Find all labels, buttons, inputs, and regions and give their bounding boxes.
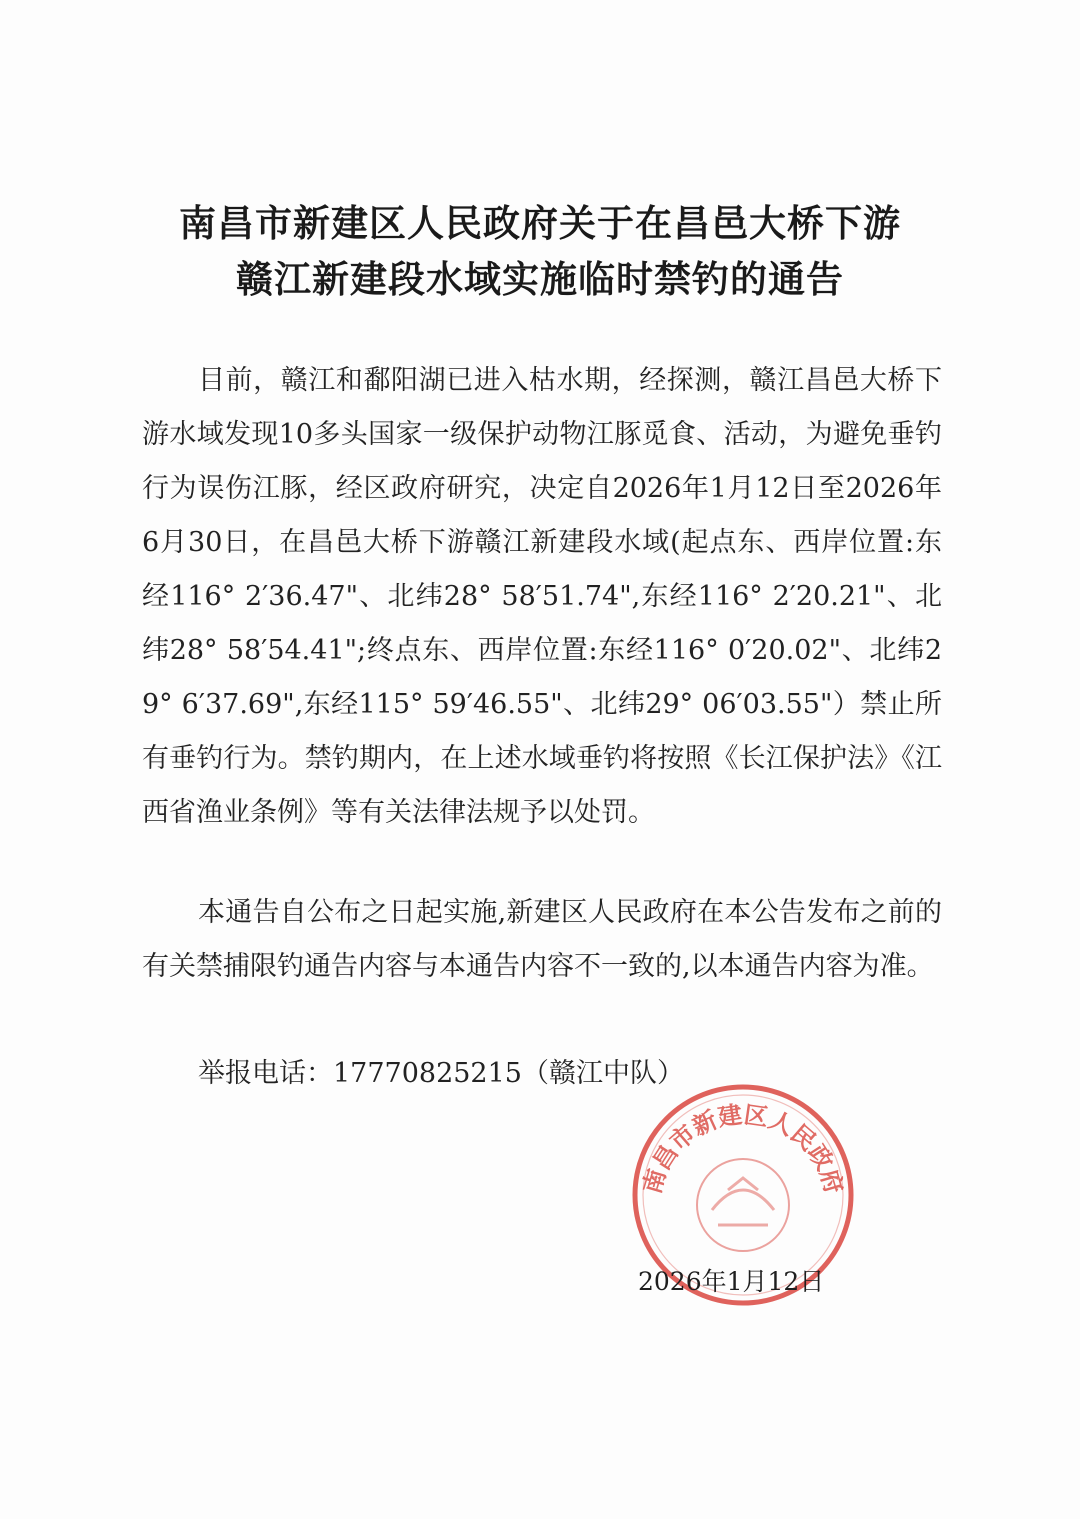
seal-text: 南昌市新建区人民政府 [636, 1099, 850, 1197]
report-hotline: 举报电话：17770825215（赣江中队） [198, 1058, 684, 1089]
notice-paragraph-1: 目前，赣江和鄱阳湖已进入枯水期，经探测，赣江昌邑大桥下游水域发现10多头国家一级保护动物江豚觅食、活动，为避免垂钓行为误伤江豚，经区政府研究，决定自2026年1月12日至2026年6月30日，在昌邑大桥下游赣江新建段水域(起点东、西岸位置:东经116° 2′36.47"、北纬28° 58′51.74",东经116° 2′20.21"、北纬28° 58′54.41";终点东、西岸位置:东经116° 0′20.02"、北纬29° 6′37.69",东经115° 59′46.55"、北纬29° 06′03.55"）禁止所有垂钓行为。禁钓期内，在上述水域垂钓将按照《长江保护法》《江西省渔业条例》等有关法律法规予以处罚。 [142, 365, 942, 828]
notice-paragraph-2: 本通告自公布之日起实施,新建区人民政府在本公告发布之前的有关禁捕限钓通告内容与本通告内容不一致的,以本通告内容为准。 [142, 897, 942, 982]
notice-title-line-2: 赣江新建段水域实施临时禁钓的通告 [236, 257, 844, 301]
issue-date: 2026年1月12日 [638, 1267, 825, 1296]
notice-title-line-1: 南昌市新建区人民政府关于在昌邑大桥下游 [179, 201, 901, 245]
